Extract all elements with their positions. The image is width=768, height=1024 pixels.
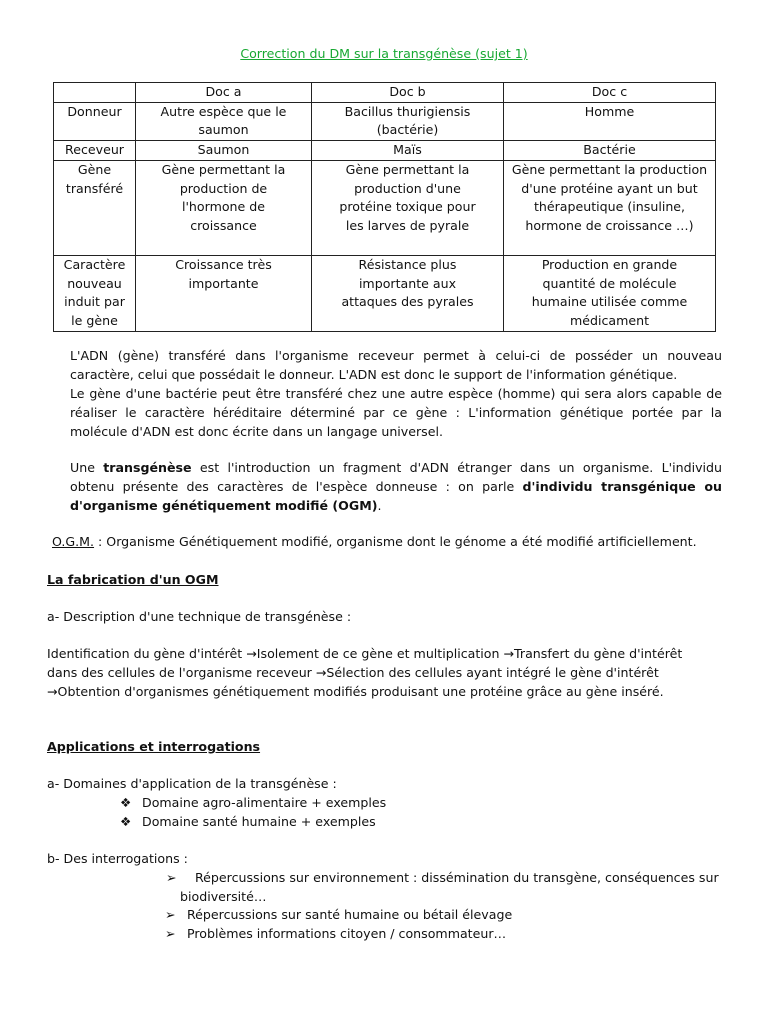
- list-item: [165, 905, 512, 924]
- table-row: [54, 141, 716, 161]
- diamond-bullet-icon: ❖: [120, 795, 132, 810]
- text: est l'introduction un fragment d'ADN étranger dans un organisme. L'individu obtenu présente des caractères de l'espèce donneuse : on parle: [70, 460, 723, 494]
- list-item: [120, 812, 376, 831]
- subheading-technique: a- Description d'une technique de transgénèse :: [47, 609, 352, 624]
- ogm-definition: [52, 532, 697, 551]
- ogm-def: : Organisme Génétiquement modifié, organisme dont le génome a été modifié artificiellement.: [94, 534, 697, 549]
- comparison-table: [53, 82, 716, 332]
- heading-applications: Applications et interrogations: [47, 739, 261, 754]
- term-ogm: d'individu transgénique ou d'organisme génétiquement modifié (OGM): [70, 479, 722, 513]
- paragraph-adn-support: L'ADN (gène) transféré dans l'organisme receveur permet à celui-ci de posséder un nouveau caractère, celui que possédait le donneur. L'ADN est donc le support de l'information génétique.: [70, 348, 722, 382]
- table-cell: Croissance très importante: [136, 255, 312, 331]
- table-row: [54, 160, 716, 255]
- header-cell: Doc b: [312, 83, 504, 103]
- table-row: [54, 255, 716, 331]
- header-cell: [54, 83, 136, 103]
- list-item-text: Domaine santé humaine + exemples: [142, 814, 376, 829]
- diamond-bullet-icon: ❖: [120, 814, 132, 829]
- ogm-term: O.G.M.: [52, 534, 95, 549]
- list-item-text: Répercussions sur environnement : dissémination du transgène, conséquences sur biodiversité…: [180, 870, 719, 904]
- table-cell: Résistance plus importante aux attaques des pyrales: [312, 255, 504, 331]
- list-item: [120, 793, 386, 812]
- table-cell: Saumon: [136, 141, 312, 161]
- paragraph-transgenese-definition: [70, 458, 722, 515]
- table-cell: Maïs: [312, 141, 504, 161]
- paragraph-universal-code: Le gène d'une bactérie peut être transféré chez une autre espèce (homme) qui sera alors capable de réaliser le caractère héréditaire déterminé par ce gène : L'information génétique portée par la molécule d'ADN est donc écrite dans un langage universel.: [70, 386, 722, 439]
- row-label: Receveur: [54, 141, 136, 161]
- term-transgenese: transgénèse: [103, 460, 192, 475]
- table-cell: Gène permettant la production de l'hormone de croissance: [136, 160, 312, 255]
- document-title: Correction du DM sur la transgénèse (sujet 1): [240, 46, 528, 61]
- subheading-interrogations: b- Des interrogations :: [47, 851, 188, 866]
- row-label: Donneur: [54, 102, 136, 140]
- row-label: Caractère nouveau induit par le gène: [54, 255, 136, 331]
- table-cell: Gène permettant la production d'une protéine toxique pour les larves de pyrale: [312, 160, 504, 255]
- arrow-bullet-icon: ➢: [166, 870, 177, 885]
- list-item-text: Problèmes informations citoyen / consommateur…: [187, 926, 507, 941]
- table-cell: Production en grande quantité de molécule humaine utilisée comme médicament: [504, 255, 716, 331]
- table-cell: Autre espèce que le saumon: [136, 102, 312, 140]
- text: Une: [70, 460, 104, 475]
- subheading-domains: a- Domaines d'application de la transgénèse :: [47, 776, 337, 791]
- technique-steps: Identification du gène d'intérêt →Isolement de ce gène et multiplication →Transfert du gène d'intérêt dans des cellules de l'organisme receveur →Sélection des cellules ayant intégré le gène d'intérêt →Obtention d'organismes génétiquement modifiés produisant une protéine grâce au gène inséré.: [47, 646, 683, 699]
- arrow-bullet-icon: ➢: [165, 907, 176, 922]
- table-cell: Bacillus thurigiensis (bactérie): [312, 102, 504, 140]
- list-item: [165, 924, 506, 943]
- header-cell: Doc a: [136, 83, 312, 103]
- heading-fabrication: La fabrication d'un OGM: [47, 572, 219, 587]
- text: .: [377, 498, 382, 513]
- list-item-text: Domaine agro-alimentaire + exemples: [142, 795, 387, 810]
- row-label: Gène transféré: [54, 160, 136, 255]
- table-cell: Homme: [504, 102, 716, 140]
- table-cell: Gène permettant la production d'une protéine ayant un but thérapeutique (insuline, hormone de croissance …): [504, 160, 716, 255]
- header-cell: Doc c: [504, 83, 716, 103]
- list-item-text: Répercussions sur santé humaine ou bétail élevage: [187, 907, 513, 922]
- list-item: [165, 868, 720, 906]
- table-header-row: [54, 83, 716, 103]
- table-row: [54, 102, 716, 140]
- table-cell: Bactérie: [504, 141, 716, 161]
- arrow-bullet-icon: ➢: [165, 926, 176, 941]
